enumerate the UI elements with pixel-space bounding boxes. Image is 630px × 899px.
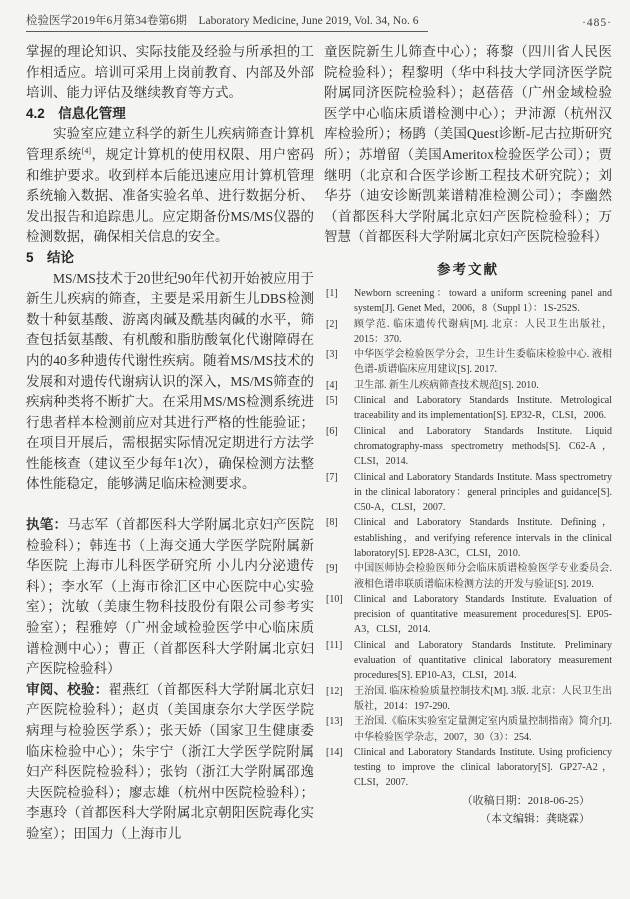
reference-text: 王治国.《临床实验室定量测定室内质量控制指南》简介[J]. 中华检验医学杂志，2007，30（3）：254. xyxy=(354,716,612,743)
reference-number: [11] xyxy=(326,639,343,651)
reference-number: [4] xyxy=(326,379,338,391)
reference-item xyxy=(324,317,612,348)
right-column xyxy=(324,42,612,845)
reference-text: 中华医学会检验医学分会，卫生计生委临床检验中心. 液相色谱-质谱临床应用建议[S]. 2017. xyxy=(354,349,612,376)
reference-text: Clinical and Laboratory Standards Institute. Liquid chromatography-mass spectrometry methods[S]. C62-A，CLSI，2014. xyxy=(354,425,612,468)
received-date: （收稿日期：2018-06-25） xyxy=(461,794,590,807)
section-4-2-paragraph xyxy=(26,124,314,248)
journal-citation: 检验医学2019年6月第34卷第6期 Laboratory Medicine, June 2019, Vol. 34, No. 6 xyxy=(26,12,428,32)
reference-text: 王治国. 临床检验质量控制技术[M]. 3版. 北京：人民卫生出版社，2014：197-290. xyxy=(354,685,612,712)
reference-text: 顾学范. 临床遗传代谢病[M]. 北京：人民卫生出版社，2015：370. xyxy=(354,318,612,345)
reference-text: Clinical and Laboratory Standards Institute. Defining，establishing，and verifying reference intervals in the clinical laboratory[S]. EP28-A3C，CLSI，2010. xyxy=(354,517,612,559)
reference-number: [1] xyxy=(326,287,338,299)
reference-item xyxy=(324,684,612,715)
contributors-continuation-paragraph: 童医院新生儿筛查中心）；蒋黎（四川省人民医院检验科）；程黎明（华中科技大学同济医学院附属同济医院检验科）；赵蓓蓓（广州金域检验医学中心临床质谱检测中心）；尹沛源（杭州汉库检验所）；杨鹍（美国Quest诊断-尼古拉斯研究所）；苏增留（美国Ameritox检验医学公司）；贾继明（北京和合医学诊断工程技术研究院）；刘华芬（迪安诊断凯莱谱精准检测公司）；李幽然（首都医科大学附属北京妇产医院检验科）；万智慧（首都医科大学附属北京妇产医院检验科） xyxy=(324,44,612,245)
page-number: ·485· xyxy=(582,17,612,29)
reference-item xyxy=(324,515,612,561)
reference-item xyxy=(324,592,612,638)
reference-number: [8] xyxy=(326,517,338,529)
reference-number: [7] xyxy=(326,471,338,483)
reviewers-paragraph xyxy=(26,680,314,845)
section-5-heading: 5 结论 xyxy=(26,249,75,265)
two-column-body xyxy=(26,42,612,845)
reference-item xyxy=(324,424,612,470)
reference-number: [13] xyxy=(326,716,343,728)
reference-item xyxy=(324,393,612,424)
reference-item xyxy=(324,745,612,791)
left-column xyxy=(26,42,314,845)
page-header xyxy=(26,12,612,32)
authors-text: 马志军（首都医科大学附属北京妇产医院检验科）；韩连书（上海交通大学医学院附属新华医院 上海市儿科医学研究所 小儿内分泌遗传科）；李水军（上海市徐汇区中心医院中心实验室）；沈敏（美康生物科技股份有限公司参考实验室）；程雅婷（广州金域检验医学中心临床质谱检测中心）；曹正（首都医科大学附属北京妇产医院检验科） xyxy=(26,517,315,677)
intro-continuation-paragraph: 掌握的理论知识、实际技能及经验与所承担的工作相适应。培训可采用上岗前教育、内部及外部培训、能力评估及继续教育等方式。 xyxy=(26,44,314,101)
reference-text: Clinical and Laboratory Standards Institute. Evaluation of precision of quantitative measurement procedures[S]. EP05-A3，CLSI，2014. xyxy=(354,593,612,636)
reference-item xyxy=(324,470,612,516)
reference-number: [14] xyxy=(326,746,343,758)
reference-item xyxy=(324,286,612,317)
authors-paragraph xyxy=(26,515,314,680)
authors-label: 执笔： xyxy=(26,517,68,533)
section-4-2-text-start: 实验室应建立科学的新生儿疾病筛查计算机管理系统 xyxy=(26,126,314,162)
reference-item xyxy=(324,347,612,378)
reference-text: Clinical and Laboratory Standards Institute. Using proficiency testing to improve the clinical laboratory[S]. GP27-A2，CLSI，2007. xyxy=(354,746,612,789)
reference-text: Clinical and Laboratory Standards Institute. Metrological traceability and its implementation[S]. EP32-R，CLSI，2006. xyxy=(354,395,612,422)
references-list xyxy=(324,286,612,791)
reference-number: [12] xyxy=(326,685,343,697)
reference-item xyxy=(324,638,612,684)
section-4-2-heading: 4.2 信息化管理 xyxy=(26,105,126,121)
reference-number: [2] xyxy=(326,318,338,330)
citation-superscript: [4] xyxy=(81,146,92,156)
section-4-2-text-end: ，规定计算机的使用权限、用户密码和维护要求。收到样本后能迅速应用计算机管理系统输入数据、准备实验名单、进行数据分析、发出报告和追踪患儿。应定期备份MS/MS仪器的检测数据，确保相关信息的安全。 xyxy=(26,146,314,245)
reference-text: 中国医师协会检验医师分会临床质谱检验医学专业委员会. 液相色谱串联质谱临床检测方法的开发与验证[S]. 2019. xyxy=(354,563,612,590)
reference-number: [5] xyxy=(326,395,338,407)
reference-number: [10] xyxy=(326,593,343,605)
editor-note: （本文编辑：龚晓霖） xyxy=(480,812,590,825)
reference-number: [9] xyxy=(326,563,338,575)
reference-text: Clinical and Laboratory Standards Institute. Preliminary evaluation of quantitative clinical laboratory measurement procedures[S]. EP10-A3，CLSI，2014. xyxy=(354,639,612,682)
reviewers-text: 翟燕红（首都医科大学附属北京妇产医院检验科）；赵贞（美国康奈尔大学医学院病理与检验医学系）；张天娇（国家卫生健康委临床检验中心）；朱宇宁（浙江大学医学院附属妇产科医院检验科）；张钧（浙江大学附属邵逸夫医院检验科）；廖志雄（杭州中医院检验科）；李惠玲（首都医科大学附属北京朝阳医院毒化实验室）；田国力（上海市儿 xyxy=(26,681,315,841)
reference-text: Newborn screening：toward a uniform screening panel and system[J]. Genet Med，2006，8（Suppl 1）：1S-252S. xyxy=(354,287,612,315)
reference-item xyxy=(324,561,612,592)
reference-number: [6] xyxy=(326,425,338,437)
section-5-paragraph: MS/MS技术于20世纪90年代初开始被应用于新生儿疾病的筛查，主要是采用新生儿DBS检测数十种氨基酸、游离肉碱及酰基肉碱的水平，筛查包括氨基酸、有机酸和脂肪酸氧化代谢障碍在内的40多种遗传代谢性疾病。随着MS/MS技术的发展和对遗传代谢病认识的深入，MS/MS筛查的疾病种类将不断扩大。在采用MS/MS检测系统进行患者样本检测前应对其进行严格的性能验证；在项目开展后，需根据实际情况定期进行方法学性能核查（建议至少每年1次），确保检测方法整体性能稳定，能够满足临床检测要求。 xyxy=(26,270,314,492)
reviewers-label: 审阅、校验： xyxy=(26,681,109,697)
reference-item xyxy=(324,714,612,745)
reference-text: 卫生部. 新生儿疾病筛查技术规范[S]. 2010. xyxy=(354,379,539,391)
reference-item xyxy=(324,378,612,393)
reference-text: Clinical and Laboratory Standards Institute. Mass spectrometry in the clinical laboratory：general principles and guidance[S]. C50-A，CLSI，2007. xyxy=(354,471,612,514)
reference-number: [3] xyxy=(326,349,338,361)
references-heading: 参考文献 xyxy=(437,261,499,277)
